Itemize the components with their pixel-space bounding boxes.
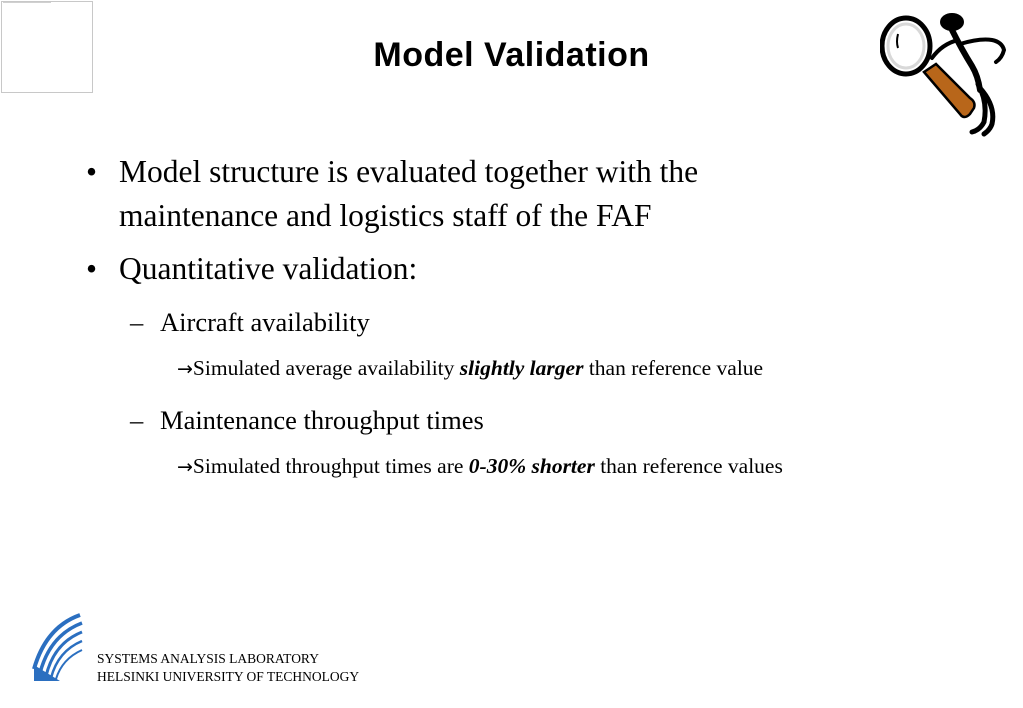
result-emphasis: slightly larger xyxy=(459,356,584,380)
sub-item-marker: – xyxy=(130,307,144,337)
sub-item-label: Maintenance throughput times xyxy=(160,405,484,435)
footer-institution xyxy=(97,650,359,685)
bullet-text-line: maintenance and logistics staff of the FAF xyxy=(119,198,652,233)
right-arrow-icon: → xyxy=(177,456,193,478)
result-availability xyxy=(177,354,763,383)
university-logo-icon xyxy=(32,613,84,683)
footer-line: HELSINKI UNIVERSITY OF TECHNOLOGY xyxy=(97,668,360,684)
result-text: Simulated throughput times are xyxy=(192,454,469,478)
result-text: Simulated average availability xyxy=(192,356,460,380)
sub-item-label: Aircraft availability xyxy=(160,307,370,337)
bullet-marker: • xyxy=(86,154,98,189)
bullet-text-line: Quantitative validation: xyxy=(119,251,418,286)
result-emphasis: 0-30% shorter xyxy=(468,454,595,478)
result-text: than reference value xyxy=(583,356,764,380)
footer-line: SYSTEMS ANALYSIS LABORATORY xyxy=(97,651,319,666)
result-text: than reference values xyxy=(594,454,783,478)
result-throughput xyxy=(177,452,783,481)
magnifying-glass-figure-icon xyxy=(880,10,1012,138)
bullet-marker: • xyxy=(86,251,98,286)
slide-title: Model Validation xyxy=(373,36,650,74)
right-arrow-icon: → xyxy=(177,358,193,380)
bullet-text-line: Model structure is evaluated together with the xyxy=(119,154,699,189)
sub-item-marker: – xyxy=(130,405,144,435)
